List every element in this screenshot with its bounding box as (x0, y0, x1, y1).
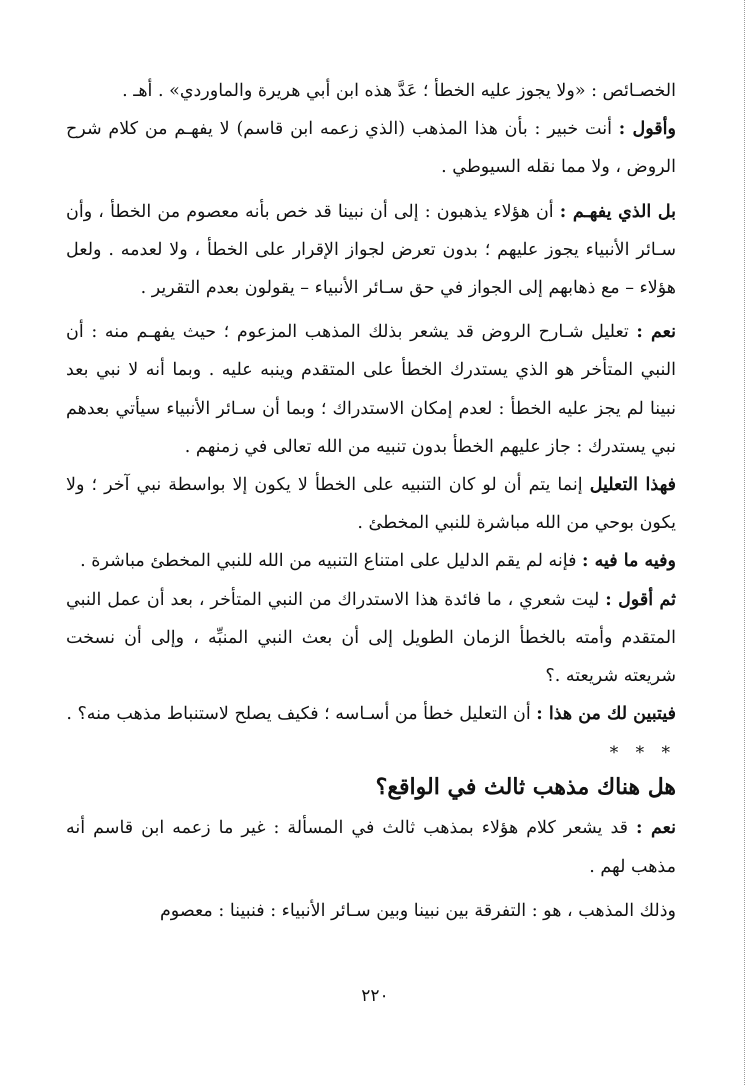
paragraph-text: وذلك المذهب ، هو : التفرقة بين نبينا وبين سـائر الأنبياء : فنبينا : معصوم (159, 900, 676, 921)
paragraph-lead: فهذا التعليل (589, 475, 676, 496)
page-edge (744, 0, 750, 1085)
paragraph-text: فإنه لم يقم الدليل على امتناع التنبيه من الله للنبي المخطئ مباشرة . (80, 551, 583, 572)
paragraph-lead: نعم : (636, 322, 676, 343)
paragraph-lead: ثم أقول : (605, 589, 676, 610)
paragraph-lead: فيتبين لك من هذا : (536, 704, 676, 725)
paragraph-text: الخصـائص : «ولا يجوز عليه الخطأ ؛ عَدَّ هذه ابن أبي هريرة والماوردي» . أهـ . (122, 81, 676, 101)
paragraph-lead: وأقول : (618, 119, 676, 140)
paragraph-lead: بل الذي يفهـم : (559, 201, 676, 222)
paragraph-text: تعليل شـارح الروض قد يشعر بذلك المذهب المزعوم ؛ حيث يفهـم منه : أن النبي المتأخر هو الذي يستدرك الخطأ على المتقدم وينبه عليه . وبما أنه لا نبي بعد نبينا لم يجز عليه الخطأ : لعدم إمكان الاستدراك ؛ وبما أن سـائر الأنبياء سيأتي بعدهم نبي يستدرك : جاز عليهم الخطأ بدون تنبيه من الله تعالى في زمنهم . (66, 322, 676, 457)
paragraph-text: أنت خبير : بأن هذا المذهب (الذي زعمه ابن قاسم) لا يفهـم من كلام شرح الروض ، ولا مما نقله السيوطي . (66, 119, 676, 178)
paragraph-thalika (66, 892, 676, 930)
paragraph-lead: نعم : (636, 818, 676, 839)
paragraph-text: ليت شعري ، ما فائدة هذا الاستدراك من النبي المتأخر ، بعد أن عمل النبي المتقدم وأمته بالخطأ الزمان الطويل إلى أن بعث النبي المنبِّه ، وإلى أن نسخت شريعته شريعته .؟ (66, 589, 676, 687)
paragraph-text: أن التعليل خطأ من أسـاسه ؛ فكيف يصلح لاستنباط مذهب منه؟ . (66, 704, 537, 725)
section-heading: هل هناك مذهب ثالث في الواقع؟ (375, 774, 676, 801)
paragraph-text: أن هؤلاء يذهبون : إلى أن نبينا قد خص بأنه معصوم من الخطأ ، وأن سـائر الأنبياء يجوز عليهم ؛ بدون تعرض لجواز الإقرار على الخطأ ، ولا لعدمه . ولعل هؤلاء – مع ذهابهم إلى الجواز في حق سـائر الأنبياء – يقولون بعدم التقرير . (66, 201, 676, 299)
paragraph-text: إنما يتم أن لو كان التنبيه على الخطأ لا يكون إلا بواسطة نبي آخر ؛ ولا يكون بوحي من الله مباشرة للنبي المخطئ . (66, 475, 676, 534)
paragraph-hatha-altalil (66, 466, 676, 542)
paragraph-lead: وفيه ما فيه : (582, 551, 676, 572)
paragraph-wafihi (66, 542, 676, 580)
paragraph-thumma (66, 581, 676, 696)
paragraph-naam-thalith (66, 809, 676, 885)
paragraph-fayatabayyan (66, 695, 676, 733)
paragraph-bal (66, 193, 676, 308)
paragraph-naam (66, 313, 676, 466)
page-number: ٢٢٠ (361, 986, 389, 1006)
body-text (66, 72, 676, 930)
paragraph-aqul (66, 110, 676, 186)
paragraph-quote-end (66, 72, 676, 110)
paragraph-text: قد يشعر كلام هؤلاء بمذهب ثالث في المسألة : غير ما زعمه ابن قاسم أنه مذهب لهم . (66, 818, 676, 877)
section-divider: * * * (609, 743, 676, 764)
